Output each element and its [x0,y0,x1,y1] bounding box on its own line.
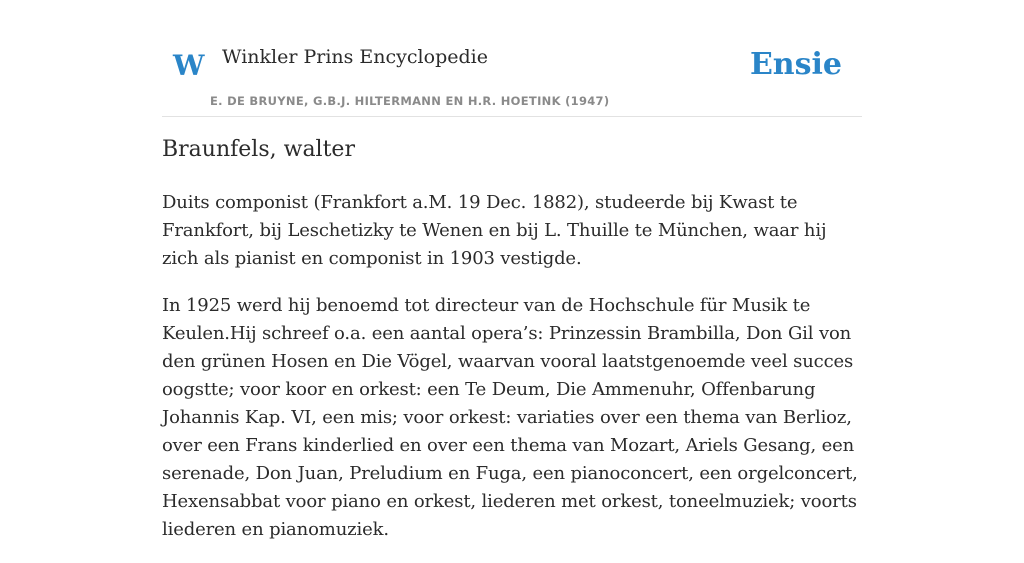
source-title[interactable]: Winkler Prins Encyclopedie [222,46,488,68]
site-header [162,0,862,117]
article-headword: Braunfels, walter [162,137,355,162]
article-paragraph: Duits componist (Frankfort a.M. 19 Dec. 1882), studeerde bij Kwast te Frankfort, bij Leschetizky te Wenen en bij L. Thuille te München, waar hij zich als pianist en componist in 1903 vestigde. [162,191,827,269]
source-authors: E. DE BRUYNE, G.B.J. HILTERMANN EN H.R. HOETINK (1947) [210,94,610,108]
ensie-logo[interactable]: Ensie [749,47,842,82]
winkler-prins-logo[interactable]: W [173,49,205,82]
article [162,136,862,563]
article-paragraph: In 1925 werd hij benoemd tot directeur van de Hochschule für Musik te Keulen.Hij schreef o.a. een aantal opera’s: Prinzessin Brambilla, Don Gil von den grünen Hosen en Die Vögel, waarvan vooral laatstgenoemde veel succes oogstte; voor koor en orkest: een Te Deum, Die Ammenuhr, Offenbarung Johannis Kap. VI, een mis; voor orkest: variaties over een thema van Berlioz, over een Frans kinderlied en over een thema van Mozart, Ariels Gesang, een serenade, Don Juan, Preludium en Fuga, een pianoconcert, een orgelconcert, Hexensabbat voor piano en orkest, liederen met orkest, toneelmuziek; voorts liederen en pianomuziek. [162,294,858,540]
